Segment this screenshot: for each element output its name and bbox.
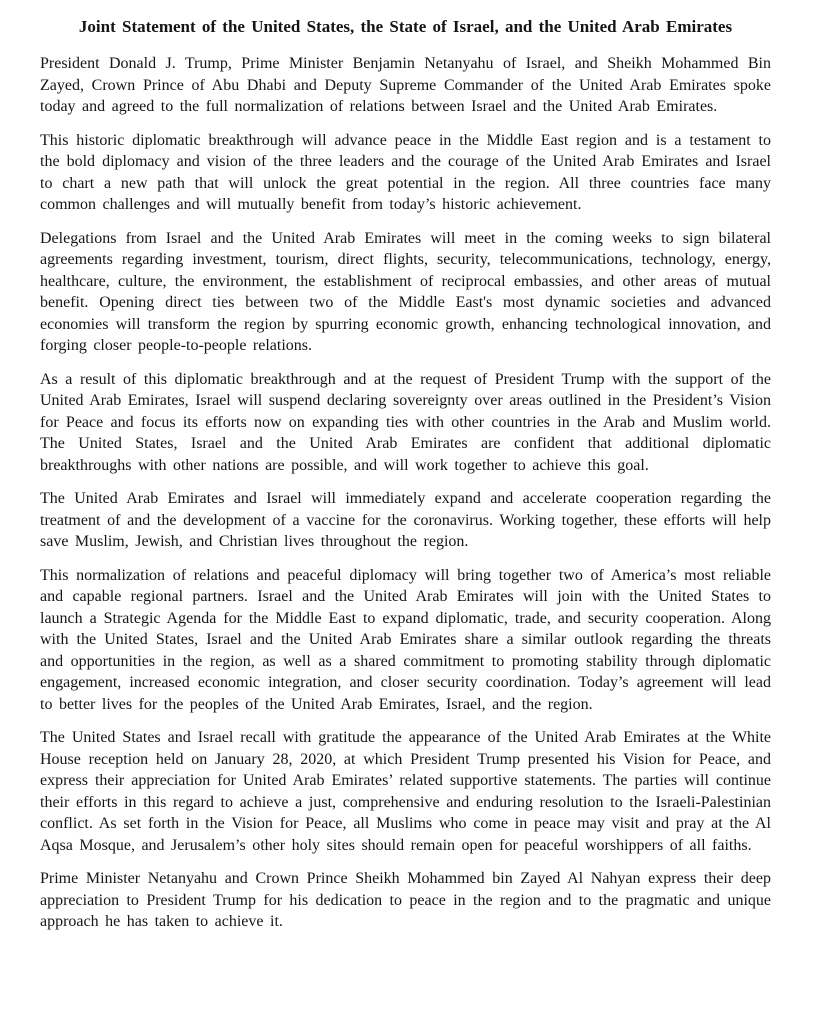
paragraph-2: This historic diplomatic breakthrough will advance peace in the Middle East region and is a testament to the bold diplomacy and vision of the three leaders and the courage of the United Arab Emirates and Israel to chart a new path that will unlock the great potential in the region. All three countries face many common challenges and will mutually benefit from today’s historic achievement.: [40, 131, 771, 213]
paragraph-5: The United Arab Emirates and Israel will immediately expand and accelerate cooperation regarding the treatment of and the development of a vaccine for the coronavirus. Working together, these efforts will help save Muslim, Jewish, and Christian lives throughout the region.: [40, 490, 771, 550]
paragraph-7: The United States and Israel recall with gratitude the appearance of the United Arab Emirates at the White House reception held on January 28, 2020, at which President Trump presented his Vision for Peace, and express their appreciation for United Arab Emirates’ related supportive statements. The parties will continue their efforts in this regard to achieve a just, comprehensive and enduring resolution to the Israeli-Palestinian conflict. As set forth in the Vision for Peace, all Muslims who come in peace may visit and pray at the Al Aqsa Mosque, and Jerusalem’s other holy sites should remain open for peaceful worshippers of all faiths.: [40, 729, 771, 854]
document-title: Joint Statement of the United States, the State of Israel, and the United Arab Emirates: [78, 17, 733, 36]
paragraph-1: President Donald J. Trump, Prime Minister Benjamin Netanyahu of Israel, and Sheikh Mohammed Bin Zayed, Crown Prince of Abu Dhabi and Deputy Supreme Commander of the United Arab Emirates spoke today and agreed to the full normalization of relations between Israel and the United Arab Emirates.: [40, 55, 771, 115]
paragraph-8: Prime Minister Netanyahu and Crown Prince Sheikh Mohammed bin Zayed Al Nahyan express their deep appreciation to President Trump for his dedication to peace in the region and to the pragmatic and unique approach he has taken to achieve it.: [40, 870, 771, 930]
paragraph-3: Delegations from Israel and the United Arab Emirates will meet in the coming weeks to sign bilateral agreements regarding investment, tourism, direct flights, security, telecommunications, technology, energy, healthcare, culture, the environment, the establishment of reciprocal embassies, and other areas of mutual benefit. Opening direct ties between two of the Middle East's most dynamic societies and advanced economies will transform the region by spurring economic growth, enhancing technological innovation, and forging closer people-to-people relations.: [40, 229, 771, 354]
paragraph-6: This normalization of relations and peaceful diplomacy will bring together two of America’s most reliable and capable regional partners. Israel and the United Arab Emirates will join with the United States to launch a Strategic Agenda for the Middle East to expand diplomatic, trade, and security cooperation. Along with the United States, Israel and the United Arab Emirates share a similar outlook regarding the threats and opportunities in the region, as well as a shared commitment to promoting stability through diplomatic engagement, increased economic integration, and closer security coordination. Today’s agreement will lead to better lives for the peoples of the United Arab Emirates, Israel, and the region.: [40, 566, 771, 713]
paragraph-4: As a result of this diplomatic breakthrough and at the request of President Trump with the support of the United Arab Emirates, Israel will suspend declaring sovereignty over areas outlined in the President’s Vision for Peace and focus its efforts now on expanding ties with other countries in the Arab and Muslim world. The United States, Israel and the United Arab Emirates are confident that additional diplomatic breakthroughs with other nations are possible, and will work together to achieve this goal.: [40, 370, 771, 474]
